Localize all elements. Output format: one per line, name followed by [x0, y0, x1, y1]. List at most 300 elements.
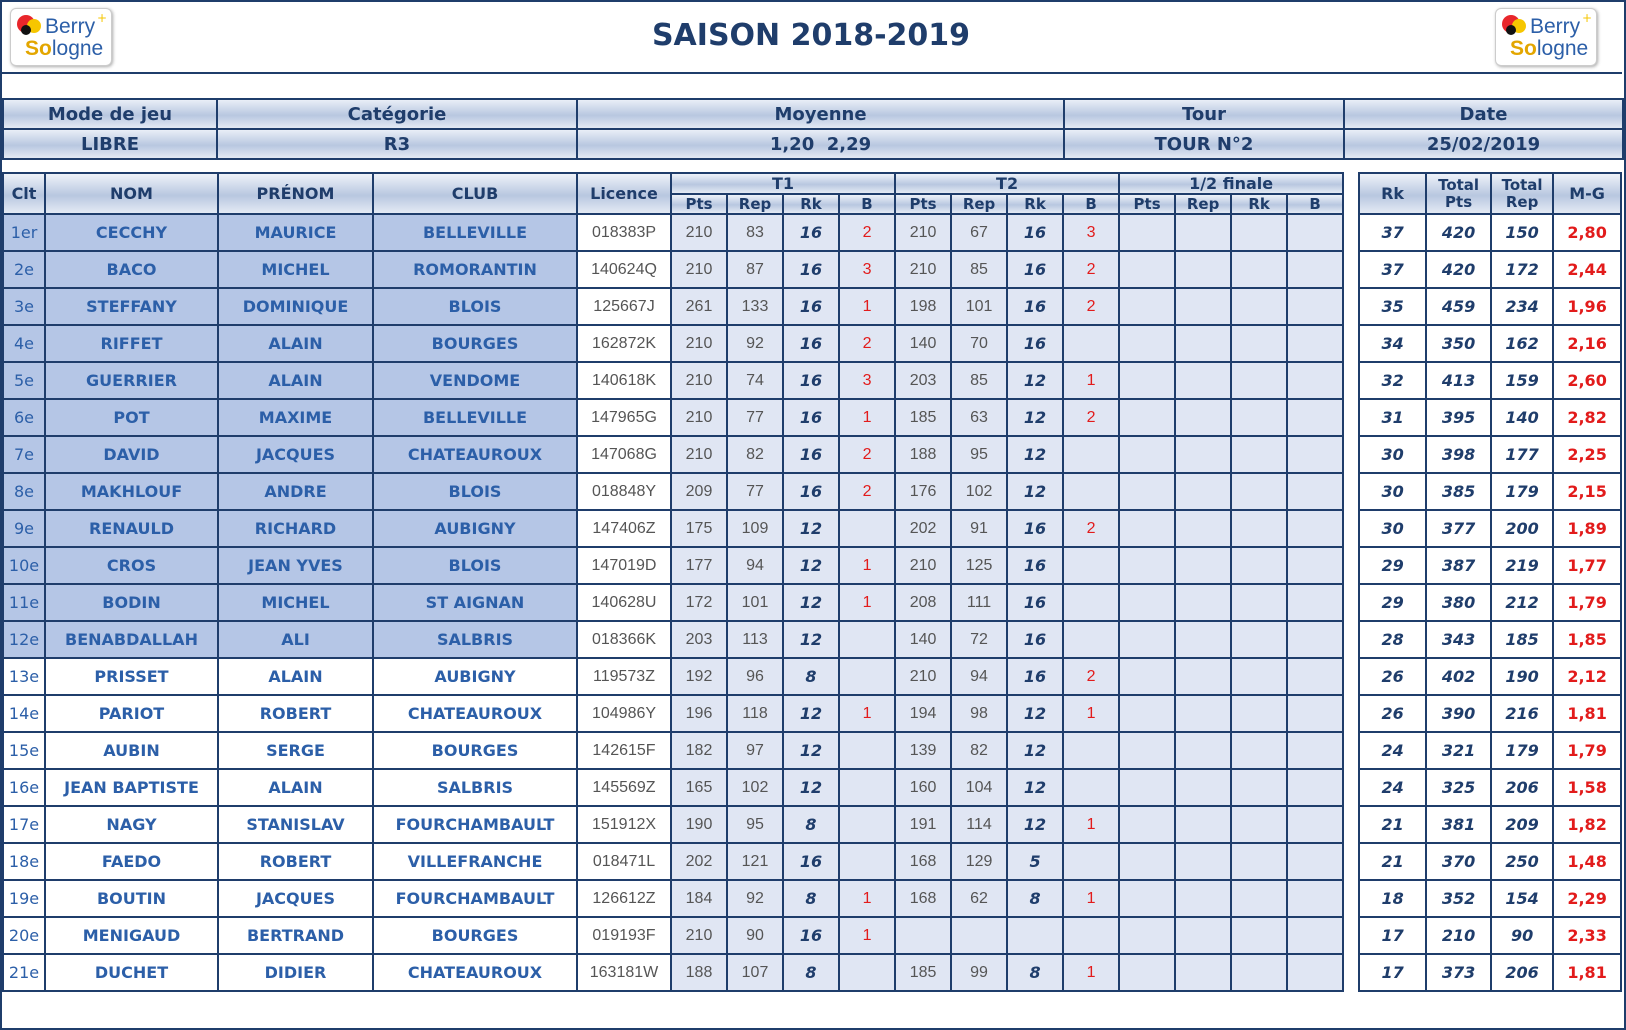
prenom-cell: ROBERT	[218, 695, 373, 732]
t1-rep-cell: 82	[727, 436, 783, 473]
t1-rep-cell: 92	[727, 325, 783, 362]
nom-cell: GUERRIER	[45, 362, 218, 399]
clt-cell: 12e	[3, 621, 45, 658]
t1-rep-cell: 107	[727, 954, 783, 991]
table-row	[3, 732, 1621, 769]
col-header-t1-b: B	[839, 194, 895, 214]
t2-rk-cell: 16	[1007, 325, 1063, 362]
logo-text-line2: Sologne	[1510, 37, 1589, 60]
info-header-date: Date	[1344, 99, 1623, 129]
table-row	[3, 399, 1621, 436]
prenom-cell: ALAIN	[218, 658, 373, 695]
t1-b-cell: 1	[839, 399, 895, 436]
table-row	[3, 695, 1621, 732]
t2-rk-cell: 16	[1007, 214, 1063, 251]
t1-b-cell	[839, 843, 895, 880]
plus-icon: +	[1581, 11, 1592, 25]
club-cell: CHATEAUROUX	[373, 436, 577, 473]
mg-cell: 2,80	[1553, 214, 1621, 251]
nom-cell: RIFFET	[45, 325, 218, 362]
mg-cell: 1,89	[1553, 510, 1621, 547]
club-cell: SALBRIS	[373, 621, 577, 658]
club-cell: ROMORANTIN	[373, 251, 577, 288]
demi-rk-cell	[1231, 806, 1287, 843]
ranking-table	[2, 172, 1622, 992]
nom-cell: JEAN BAPTISTE	[45, 769, 218, 806]
rk-total-cell: 29	[1359, 584, 1426, 621]
mg-cell: 2,25	[1553, 436, 1621, 473]
t2-rep-cell: 104	[951, 769, 1007, 806]
col-header-licence: Licence	[577, 173, 671, 214]
t2-pts-cell: 194	[895, 695, 951, 732]
t1-pts-cell: 192	[671, 658, 727, 695]
t2-b-cell: 1	[1063, 880, 1119, 917]
table-row	[3, 362, 1621, 399]
berry-sologne-logo-right	[1495, 8, 1597, 66]
licence-cell: 147068G	[577, 436, 671, 473]
demi-b-cell	[1287, 732, 1343, 769]
t2-rep-cell: 95	[951, 436, 1007, 473]
t1-pts-cell: 175	[671, 510, 727, 547]
t2-pts-cell: 208	[895, 584, 951, 621]
t2-pts-cell: 160	[895, 769, 951, 806]
t1-b-cell: 1	[839, 880, 895, 917]
demi-rep-cell	[1175, 843, 1231, 880]
demi-pts-cell	[1119, 547, 1175, 584]
col-header-total-pts: Total Pts	[1426, 173, 1491, 214]
clt-cell: 13e	[3, 658, 45, 695]
t1-rep-cell: 83	[727, 214, 783, 251]
nom-cell: NAGY	[45, 806, 218, 843]
rk-total-cell: 31	[1359, 399, 1426, 436]
table-row	[3, 288, 1621, 325]
rk-total-cell: 32	[1359, 362, 1426, 399]
col-header-mg: M-G	[1553, 173, 1621, 214]
prenom-cell: DOMINIQUE	[218, 288, 373, 325]
column-gap	[1343, 806, 1359, 843]
mg-cell: 2,44	[1553, 251, 1621, 288]
info-value-moyenne: 1,20 2,29	[577, 129, 1064, 159]
t1-rep-cell: 74	[727, 362, 783, 399]
rk-total-cell: 26	[1359, 695, 1426, 732]
rk-total-cell: 17	[1359, 917, 1426, 954]
t1-rk-cell: 16	[783, 288, 839, 325]
t2-b-cell: 2	[1063, 288, 1119, 325]
t2-pts-cell: 176	[895, 473, 951, 510]
t1-rep-cell: 87	[727, 251, 783, 288]
demi-rk-cell	[1231, 547, 1287, 584]
t1-rep-cell: 96	[727, 658, 783, 695]
logo-text-line2: Sologne	[25, 37, 104, 60]
clt-cell: 6e	[3, 399, 45, 436]
t2-b-cell: 1	[1063, 806, 1119, 843]
demi-rep-cell	[1175, 695, 1231, 732]
clt-cell: 3e	[3, 288, 45, 325]
clt-cell: 16e	[3, 769, 45, 806]
col-header-t2-rep: Rep	[951, 194, 1007, 214]
prenom-cell: SERGE	[218, 732, 373, 769]
prenom-cell: MICHEL	[218, 251, 373, 288]
t2-rep-cell: 125	[951, 547, 1007, 584]
demi-b-cell	[1287, 399, 1343, 436]
demi-rk-cell	[1231, 843, 1287, 880]
demi-pts-cell	[1119, 399, 1175, 436]
column-gap	[1343, 173, 1359, 214]
t1-rep-cell: 113	[727, 621, 783, 658]
demi-rk-cell	[1231, 695, 1287, 732]
column-gap	[1343, 510, 1359, 547]
club-cell: BOURGES	[373, 917, 577, 954]
t1-rk-cell: 8	[783, 806, 839, 843]
t2-pts-cell: 185	[895, 954, 951, 991]
col-header-prenom: PRÉNOM	[218, 173, 373, 214]
licence-cell: 147406Z	[577, 510, 671, 547]
total-pts-cell: 381	[1426, 806, 1491, 843]
t1-b-cell: 2	[839, 214, 895, 251]
demi-rep-cell	[1175, 251, 1231, 288]
t2-rk-cell: 16	[1007, 621, 1063, 658]
table-header-row	[3, 173, 1621, 194]
demi-rk-cell	[1231, 288, 1287, 325]
col-header-t2-b: B	[1063, 194, 1119, 214]
total-rep-cell: 219	[1491, 547, 1553, 584]
t2-rep-cell: 91	[951, 510, 1007, 547]
t2-pts-cell: 140	[895, 325, 951, 362]
total-rep-cell: 250	[1491, 843, 1553, 880]
total-rep-cell: 154	[1491, 880, 1553, 917]
table-row	[3, 473, 1621, 510]
t1-rk-cell: 8	[783, 954, 839, 991]
col-header-rk-total: Rk	[1359, 173, 1426, 214]
t2-pts-cell: 139	[895, 732, 951, 769]
t2-b-cell: 1	[1063, 362, 1119, 399]
t1-pts-cell: 172	[671, 584, 727, 621]
total-pts-cell: 385	[1426, 473, 1491, 510]
licence-cell: 147019D	[577, 547, 671, 584]
column-gap	[1343, 547, 1359, 584]
licence-cell: 147965G	[577, 399, 671, 436]
t1-b-cell: 1	[839, 288, 895, 325]
rk-total-cell: 30	[1359, 510, 1426, 547]
info-header-moyenne: Moyenne	[577, 99, 1064, 129]
club-cell: BOURGES	[373, 325, 577, 362]
total-rep-cell: 172	[1491, 251, 1553, 288]
mg-cell: 1,81	[1553, 695, 1621, 732]
table-row	[3, 843, 1621, 880]
t2-rep-cell: 67	[951, 214, 1007, 251]
column-gap	[1343, 695, 1359, 732]
t2-rk-cell: 16	[1007, 658, 1063, 695]
t2-rep-cell: 98	[951, 695, 1007, 732]
t2-rk-cell	[1007, 917, 1063, 954]
licence-cell: 140624Q	[577, 251, 671, 288]
licence-cell: 126612Z	[577, 880, 671, 917]
table-row	[3, 436, 1621, 473]
t1-pts-cell: 184	[671, 880, 727, 917]
total-pts-cell: 373	[1426, 954, 1491, 991]
table-row	[3, 584, 1621, 621]
column-gap	[1343, 288, 1359, 325]
t1-b-cell	[839, 621, 895, 658]
demi-pts-cell	[1119, 954, 1175, 991]
total-pts-cell: 387	[1426, 547, 1491, 584]
nom-cell: AUBIN	[45, 732, 218, 769]
t2-b-cell: 2	[1063, 399, 1119, 436]
licence-cell: 145569Z	[577, 769, 671, 806]
demi-rk-cell	[1231, 621, 1287, 658]
demi-rep-cell	[1175, 880, 1231, 917]
club-cell: ST AIGNAN	[373, 584, 577, 621]
t2-b-cell	[1063, 917, 1119, 954]
demi-rep-cell	[1175, 806, 1231, 843]
prenom-cell: ALAIN	[218, 325, 373, 362]
t1-b-cell: 2	[839, 473, 895, 510]
table-row	[3, 880, 1621, 917]
nom-cell: BOUTIN	[45, 880, 218, 917]
t2-rk-cell: 16	[1007, 251, 1063, 288]
t2-b-cell: 1	[1063, 954, 1119, 991]
total-pts-cell: 413	[1426, 362, 1491, 399]
t2-rk-cell: 12	[1007, 806, 1063, 843]
demi-rk-cell	[1231, 325, 1287, 362]
club-cell: AUBIGNY	[373, 658, 577, 695]
info-header-mode: Mode de jeu	[3, 99, 217, 129]
t1-rep-cell: 97	[727, 732, 783, 769]
demi-b-cell	[1287, 658, 1343, 695]
licence-cell: 018366K	[577, 621, 671, 658]
t2-rep-cell: 102	[951, 473, 1007, 510]
t1-rep-cell: 95	[727, 806, 783, 843]
t1-rk-cell: 16	[783, 325, 839, 362]
demi-pts-cell	[1119, 473, 1175, 510]
t2-rep-cell: 114	[951, 806, 1007, 843]
column-gap	[1343, 769, 1359, 806]
clt-cell: 7e	[3, 436, 45, 473]
t2-b-cell	[1063, 843, 1119, 880]
demi-rk-cell	[1231, 880, 1287, 917]
t2-rep-cell: 129	[951, 843, 1007, 880]
t2-pts-cell: 203	[895, 362, 951, 399]
t1-rk-cell: 16	[783, 473, 839, 510]
t1-rep-cell: 90	[727, 917, 783, 954]
total-rep-cell: 185	[1491, 621, 1553, 658]
total-pts-cell: 370	[1426, 843, 1491, 880]
plus-icon: +	[96, 11, 107, 25]
total-rep-cell: 190	[1491, 658, 1553, 695]
column-gap	[1343, 251, 1359, 288]
column-gap	[1343, 621, 1359, 658]
mg-cell: 2,82	[1553, 399, 1621, 436]
t2-b-cell	[1063, 547, 1119, 584]
t2-rk-cell: 12	[1007, 436, 1063, 473]
demi-pts-cell	[1119, 917, 1175, 954]
demi-pts-cell	[1119, 436, 1175, 473]
t1-pts-cell: 177	[671, 547, 727, 584]
demi-rk-cell	[1231, 399, 1287, 436]
rk-total-cell: 18	[1359, 880, 1426, 917]
t1-pts-cell: 182	[671, 732, 727, 769]
t2-rep-cell: 111	[951, 584, 1007, 621]
rk-total-cell: 24	[1359, 732, 1426, 769]
nom-cell: PARIOT	[45, 695, 218, 732]
column-gap	[1343, 436, 1359, 473]
prenom-cell: RICHARD	[218, 510, 373, 547]
t2-b-cell	[1063, 325, 1119, 362]
logo-text-line1: Berry	[1530, 15, 1581, 38]
t1-rk-cell: 16	[783, 362, 839, 399]
rk-total-cell: 24	[1359, 769, 1426, 806]
club-cell: CHATEAUROUX	[373, 954, 577, 991]
table-row	[3, 251, 1621, 288]
column-gap	[1343, 325, 1359, 362]
total-pts-cell: 459	[1426, 288, 1491, 325]
t1-b-cell	[839, 658, 895, 695]
clt-cell: 21e	[3, 954, 45, 991]
demi-b-cell	[1287, 769, 1343, 806]
demi-pts-cell	[1119, 658, 1175, 695]
info-header-categorie: Catégorie	[217, 99, 577, 129]
t2-b-cell	[1063, 436, 1119, 473]
info-value-tour: TOUR N°2	[1064, 129, 1344, 159]
t1-pts-cell: 190	[671, 806, 727, 843]
demi-b-cell	[1287, 954, 1343, 991]
col-header-nom: NOM	[45, 173, 218, 214]
clt-cell: 17e	[3, 806, 45, 843]
total-pts-cell: 343	[1426, 621, 1491, 658]
t2-rk-cell: 12	[1007, 399, 1063, 436]
column-gap	[1343, 473, 1359, 510]
rk-total-cell: 21	[1359, 843, 1426, 880]
demi-pts-cell	[1119, 769, 1175, 806]
t2-pts-cell: 168	[895, 880, 951, 917]
t1-rk-cell: 12	[783, 769, 839, 806]
total-pts-cell: 321	[1426, 732, 1491, 769]
column-gap	[1343, 658, 1359, 695]
t1-b-cell: 1	[839, 584, 895, 621]
demi-pts-cell	[1119, 510, 1175, 547]
demi-pts-cell	[1119, 325, 1175, 362]
club-cell: CHATEAUROUX	[373, 695, 577, 732]
total-pts-cell: 377	[1426, 510, 1491, 547]
t1-pts-cell: 210	[671, 251, 727, 288]
t2-b-cell	[1063, 769, 1119, 806]
total-pts-cell: 325	[1426, 769, 1491, 806]
licence-cell: 163181W	[577, 954, 671, 991]
t2-pts-cell: 191	[895, 806, 951, 843]
t1-rk-cell: 16	[783, 399, 839, 436]
t2-pts-cell: 140	[895, 621, 951, 658]
licence-cell: 142615F	[577, 732, 671, 769]
clt-cell: 11e	[3, 584, 45, 621]
rk-total-cell: 35	[1359, 288, 1426, 325]
prenom-cell: ALI	[218, 621, 373, 658]
t1-b-cell: 2	[839, 436, 895, 473]
prenom-cell: JEAN YVES	[218, 547, 373, 584]
total-rep-cell: 162	[1491, 325, 1553, 362]
col-header-club: CLUB	[373, 173, 577, 214]
demi-rep-cell	[1175, 473, 1231, 510]
col-header-t2-rk: Rk	[1007, 194, 1063, 214]
t2-pts-cell: 210	[895, 547, 951, 584]
t1-pts-cell: 261	[671, 288, 727, 325]
clt-cell: 8e	[3, 473, 45, 510]
t2-rep-cell: 99	[951, 954, 1007, 991]
club-cell: BLOIS	[373, 547, 577, 584]
licence-cell: 140618K	[577, 362, 671, 399]
demi-b-cell	[1287, 214, 1343, 251]
demi-pts-cell	[1119, 621, 1175, 658]
nom-cell: CECCHY	[45, 214, 218, 251]
total-rep-cell: 177	[1491, 436, 1553, 473]
table-row	[3, 769, 1621, 806]
t2-pts-cell: 198	[895, 288, 951, 325]
info-header-tour: Tour	[1064, 99, 1344, 129]
licence-cell: 140628U	[577, 584, 671, 621]
t2-rep-cell: 85	[951, 251, 1007, 288]
t1-rk-cell: 12	[783, 732, 839, 769]
t2-rep-cell: 63	[951, 399, 1007, 436]
prenom-cell: ANDRE	[218, 473, 373, 510]
club-cell: BELLEVILLE	[373, 399, 577, 436]
nom-cell: STEFFANY	[45, 288, 218, 325]
mg-cell: 2,29	[1553, 880, 1621, 917]
t1-rep-cell: 101	[727, 584, 783, 621]
prenom-cell: BERTRAND	[218, 917, 373, 954]
mg-cell: 2,12	[1553, 658, 1621, 695]
t1-pts-cell: 210	[671, 436, 727, 473]
t1-b-cell: 1	[839, 917, 895, 954]
demi-b-cell	[1287, 436, 1343, 473]
mg-cell: 2,60	[1553, 362, 1621, 399]
demi-pts-cell	[1119, 843, 1175, 880]
demi-rep-cell	[1175, 954, 1231, 991]
mg-cell: 2,33	[1553, 917, 1621, 954]
t1-rep-cell: 109	[727, 510, 783, 547]
t2-pts-cell: 210	[895, 251, 951, 288]
nom-cell: FAEDO	[45, 843, 218, 880]
total-rep-cell: 206	[1491, 954, 1553, 991]
rk-total-cell: 37	[1359, 214, 1426, 251]
licence-cell: 162872K	[577, 325, 671, 362]
nom-cell: DAVID	[45, 436, 218, 473]
club-cell: VENDOME	[373, 362, 577, 399]
demi-pts-cell	[1119, 695, 1175, 732]
t2-rep-cell: 62	[951, 880, 1007, 917]
clt-cell: 1er	[3, 214, 45, 251]
total-rep-cell: 140	[1491, 399, 1553, 436]
competition-info-table	[2, 98, 1624, 160]
t1-pts-cell: 210	[671, 214, 727, 251]
t2-rk-cell: 16	[1007, 584, 1063, 621]
demi-rk-cell	[1231, 362, 1287, 399]
demi-rep-cell	[1175, 510, 1231, 547]
column-gap	[1343, 584, 1359, 621]
club-cell: FOURCHAMBAULT	[373, 880, 577, 917]
total-rep-cell: 159	[1491, 362, 1553, 399]
t1-b-cell	[839, 769, 895, 806]
col-header-t1-pts: Pts	[671, 194, 727, 214]
col-header-clt: Clt	[3, 173, 45, 214]
t2-b-cell: 2	[1063, 251, 1119, 288]
t2-rk-cell: 8	[1007, 880, 1063, 917]
t2-pts-cell: 168	[895, 843, 951, 880]
mg-cell: 1,58	[1553, 769, 1621, 806]
rk-total-cell: 30	[1359, 436, 1426, 473]
t1-b-cell: 1	[839, 547, 895, 584]
t2-b-cell	[1063, 473, 1119, 510]
t1-b-cell	[839, 732, 895, 769]
t1-b-cell: 2	[839, 325, 895, 362]
